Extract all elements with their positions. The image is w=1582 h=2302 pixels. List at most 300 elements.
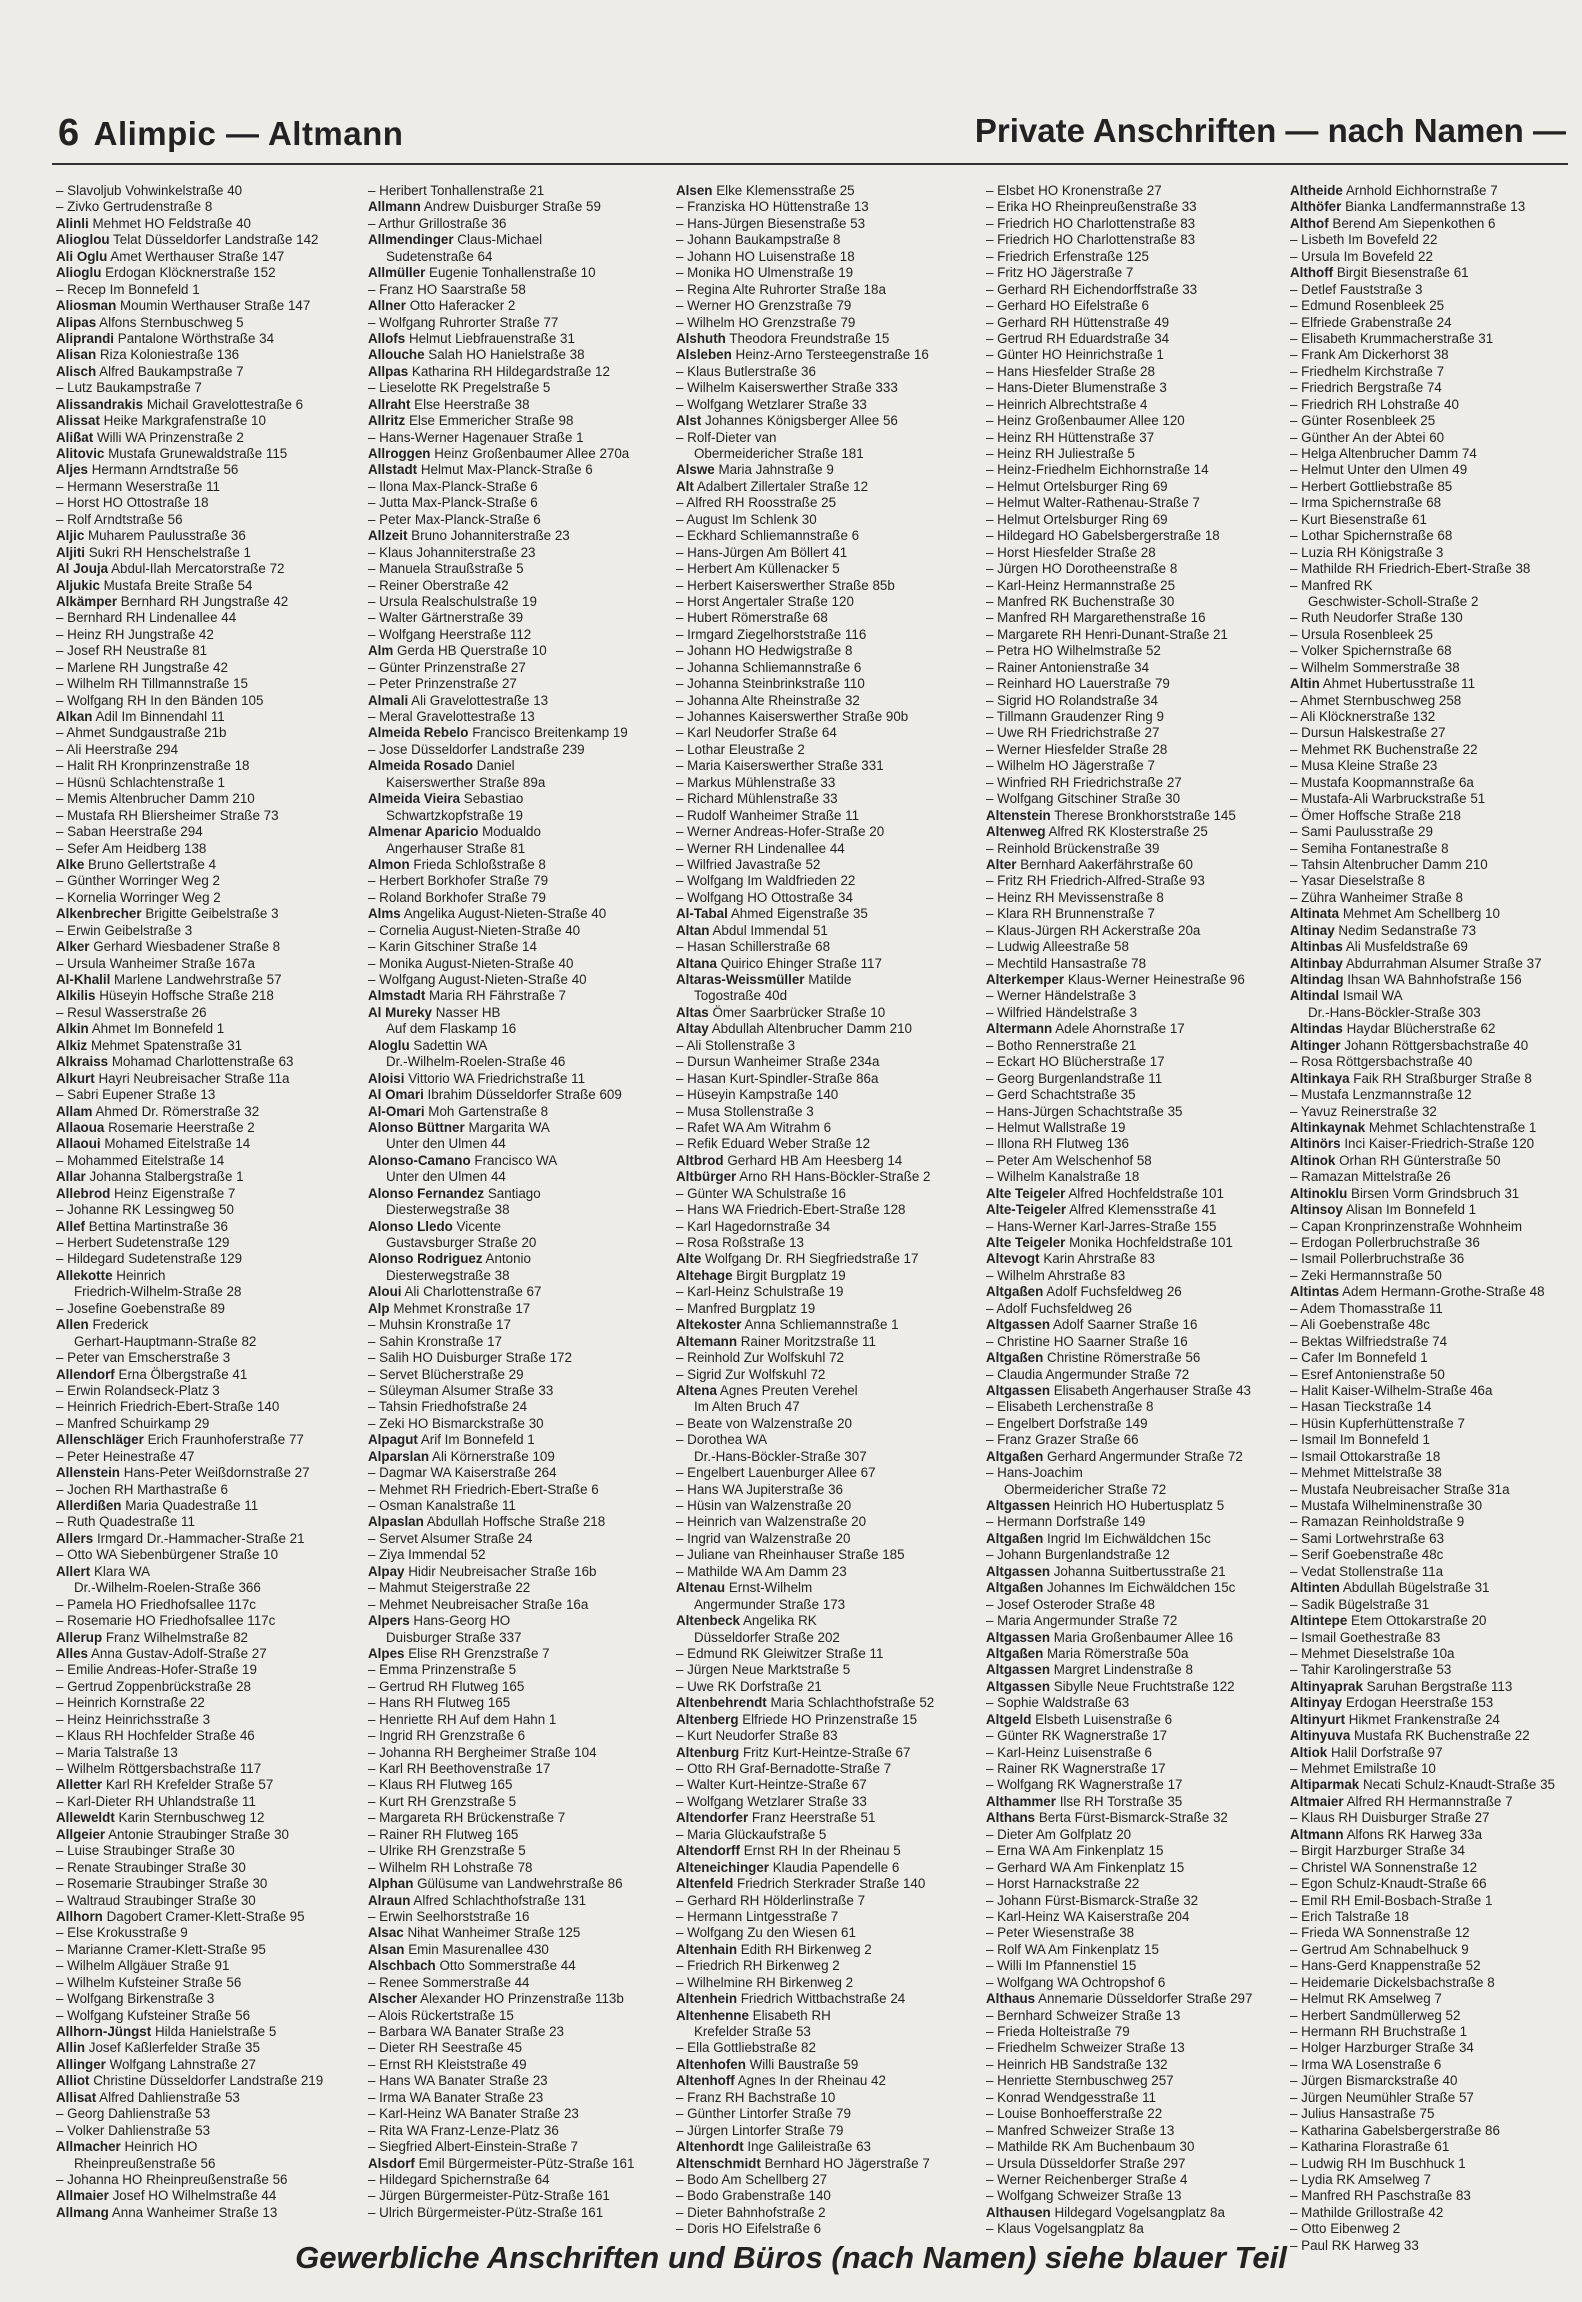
entry-details: Johannes Königsberger Allee 56 (705, 413, 898, 429)
entry-details: – Manfred RH Paschstraße 83 (1290, 2188, 1471, 2204)
entry-surname: Alter (986, 856, 1017, 872)
directory-entry (368, 298, 668, 314)
entry-details: Birgit Burgplatz 19 (736, 1267, 846, 1283)
entry-details: – Arthur Grillostraße 36 (368, 215, 507, 231)
directory-entry (986, 397, 1286, 413)
entry-details: – Memis Altenbrucher Damm 210 (56, 791, 255, 807)
entry-details: – Gertrud Zoppenbrückstraße 28 (56, 1678, 252, 1694)
entry-details: – Halit RH Kronprinzenstraße 18 (56, 758, 250, 774)
directory-entry (1290, 725, 1580, 741)
entry-surname: Almstadt (368, 988, 426, 1004)
directory-entry (1290, 742, 1580, 758)
directory-entry (1290, 775, 1580, 791)
directory-entry (986, 1597, 1286, 1613)
entry-surname: Altenhain (676, 1941, 738, 1957)
directory-entry (56, 676, 356, 692)
directory-entry (676, 742, 976, 758)
directory-entry (56, 1827, 356, 1843)
directory-entry (1290, 709, 1580, 725)
entry-surname: Alliot (56, 2073, 90, 2089)
directory-entry (368, 1350, 668, 1366)
entry-details: – Ömer Hoffsche Straße 218 (1290, 807, 1461, 823)
entry-details: Halil Dorfstraße 97 (1330, 1744, 1443, 1760)
directory-entry (676, 1104, 976, 1120)
entry-details: Alfred Hochfeldstraße 101 (1068, 1185, 1224, 1201)
directory-entry (368, 594, 668, 610)
entry-details: – Jutta Max-Planck-Straße 6 (368, 495, 538, 511)
entry-details: – Sophie Waldstraße 63 (986, 1695, 1130, 1711)
directory-entry (1290, 2106, 1580, 2122)
entry-surname: Allpas (368, 363, 409, 379)
entry-details: Klaus-Werner Heinestraße 96 (1067, 972, 1245, 987)
entry-details: Maria Schlachthofstraße 52 (770, 1695, 935, 1711)
entry-details: Adem Hermann-Grothe-Straße 48 (1342, 1284, 1545, 1300)
entry-details: – Henriette Sternbuschweg 257 (986, 2073, 1174, 2089)
entry-details: Gerhard Angermunder Straße 72 (1047, 1448, 1243, 1464)
directory-entry (986, 2073, 1286, 2089)
directory-entry (1290, 1991, 1580, 2007)
directory-entry (986, 2139, 1286, 2155)
entry-details: – Ulrich Bürgermeister-Pütz-Straße 161 (368, 2204, 604, 2220)
entry-details: Wolfgang Lahnstraße 27 (109, 2056, 256, 2072)
entry-details: Abdullah Altenbrucher Damm 210 (711, 1021, 912, 1037)
directory-entry (56, 1465, 356, 1481)
directory-entry (676, 216, 976, 232)
entry-details: – Tahsin Altenbrucher Damm 210 (1290, 856, 1488, 872)
entry-details: – Kurt Neudorfer Straße 83 (676, 1728, 838, 1744)
entry-details: – Reiner Oberstraße 42 (368, 577, 509, 593)
entry-surname: Allmaier (56, 2188, 109, 2204)
directory-entry (986, 1514, 1286, 1530)
directory-entry (1290, 2073, 1580, 2089)
directory-entry (986, 2106, 1286, 2122)
entry-details: – Ismail Pollerbruchstraße 36 (1290, 1251, 1465, 1267)
entry-surname: Alonso Rodriguez (368, 1251, 483, 1267)
directory-entry (676, 1054, 976, 1070)
entry-surname: Allhorn-Jüngst (56, 2024, 152, 2039)
directory-entry (1290, 1909, 1580, 1925)
directory-entry (56, 1991, 356, 2007)
directory-entry (986, 298, 1286, 314)
entry-details: – Otto WA Siebenbürgener Straße 10 (56, 1547, 279, 1563)
entry-details: Alfred Dahlienstraße 53 (99, 2089, 240, 2105)
directory-entry (1290, 1136, 1580, 1152)
entry-details: – Peter Wiesenstraße 38 (986, 1925, 1135, 1941)
entry-details: Willi Baustraße 59 (749, 2056, 859, 2072)
directory-entry (1290, 462, 1580, 478)
entry-details: Johanna Suitbertusstraße 21 (1053, 1563, 1226, 1579)
entry-surname: Altintas (1290, 1284, 1340, 1300)
entry-details: – Lydia RK Amselweg 7 (1290, 2171, 1431, 2187)
directory-entry (1290, 232, 1580, 248)
entry-details: – Illona RH Flutweg 136 (986, 1136, 1129, 1152)
entry-surname: Alioglou (56, 232, 110, 248)
entry-details: – Engelbert Dorfstraße 149 (986, 1415, 1148, 1431)
directory-entry (56, 1284, 356, 1300)
entry-details: – Ramazan Reinholdstraße 9 (1290, 1514, 1465, 1530)
entry-details: – Gerhard RH Hölderlinstraße 7 (676, 1892, 866, 1908)
directory-entry (676, 676, 976, 692)
entry-details: – Süleyman Alsumer Straße 33 (368, 1382, 554, 1398)
directory-entry (986, 561, 1286, 577)
entry-surname: Alleweldt (56, 1810, 115, 1826)
directory-entry (368, 939, 668, 955)
directory-entry (986, 725, 1286, 741)
entry-details: – Josef Osteroder Straße 48 (986, 1596, 1155, 1612)
entry-details: – Katharina Gabelsbergerstraße 86 (1290, 2122, 1500, 2138)
entry-surname: Altinata (1290, 906, 1340, 922)
entry-details: – Tahir Karolingerstraße 53 (1290, 1662, 1452, 1678)
directory-entry (676, 2139, 976, 2155)
directory-entry (1290, 660, 1580, 676)
footer-note: Gewerbliche Anschriften und Büros (nach Namen) siehe blauer Teil (295, 2240, 1287, 2275)
entry-details: – Heinz RH Mevissenstraße 8 (986, 889, 1164, 905)
entry-details: – Henriette RH Auf dem Hahn 1 (368, 1711, 557, 1727)
directory-entry (986, 512, 1286, 528)
entry-details: – Heinrich Kornstraße 22 (56, 1695, 205, 1711)
directory-entry (56, 1334, 356, 1350)
directory-entry (56, 1153, 356, 1169)
directory-entry (986, 1251, 1286, 1267)
entry-surname: Althausen (986, 2204, 1051, 2220)
entry-details: – Lothar Spichernstraße 68 (1290, 528, 1453, 544)
entry-details: Muharem Paulusstraße 36 (88, 528, 246, 544)
directory-entry (1290, 1317, 1580, 1333)
entry-details: Hidir Neubreisacher Straße 16b (408, 1563, 597, 1579)
entry-details: – Beate von Walzenstraße 20 (676, 1415, 852, 1431)
entry-details: Abdurrahman Alsumer Straße 37 (1345, 955, 1542, 971)
directory-entry (676, 1416, 976, 1432)
entry-details: Gerhard Wiesbadener Straße 8 (93, 939, 281, 955)
entry-surname: Altiparmak (1290, 1777, 1360, 1793)
directory-entry (1290, 939, 1580, 955)
directory-entry (676, 199, 976, 215)
directory-entry (56, 462, 356, 478)
entry-surname: Altenstein (986, 807, 1051, 823)
entry-details: Dagobert Cramer-Klett-Straße 95 (106, 1908, 305, 1924)
directory-entry (56, 2024, 356, 2040)
entry-details: – Bodo Grabenstraße 140 (676, 2188, 831, 2204)
entry-surname: Alms (368, 906, 401, 922)
entry-details: Inge Galileistraße 63 (747, 2139, 871, 2155)
entry-details: – Wilhelm HO Jägerstraße 7 (986, 758, 1155, 774)
directory-entry (1290, 1761, 1580, 1777)
entry-details: – Adolf Fuchsfeldweg 26 (986, 1300, 1132, 1316)
entry-details: – Werner Hiesfelder Straße 28 (986, 741, 1168, 757)
entry-surname: Alpes (368, 1645, 405, 1661)
directory-entry (1290, 1942, 1580, 1958)
directory-entry (368, 1662, 668, 1678)
entry-details: Johanna Stalbergstraße 1 (89, 1169, 244, 1185)
entry-details: – Osman Kanalstraße 11 (368, 1498, 516, 1513)
entry-details: – Wolfgang RH In den Bänden 105 (56, 692, 264, 708)
entry-details: – Adem Thomasstraße 11 (1290, 1300, 1443, 1316)
entry-surname: Alte-Teigeler (986, 1202, 1067, 1218)
directory-entry (1290, 824, 1580, 840)
entry-details: – Katharina Florastraße 61 (1290, 2139, 1450, 2155)
entry-surname: Altgassen (986, 1678, 1050, 1694)
directory-entry (1290, 1860, 1580, 1876)
entry-details: – Hüsin van Walzenstraße 20 (676, 1498, 852, 1513)
entry-details: – Wolfgang Heerstraße 112 (368, 626, 532, 642)
directory-entry (676, 775, 976, 791)
entry-details: – Wilhelm RH Tillmannstraße 15 (56, 676, 248, 692)
entry-details: – Jürgen Neumühler Straße 57 (1290, 2089, 1474, 2105)
directory-entry (368, 1449, 668, 1465)
directory-entry (56, 1087, 356, 1103)
directory-entry (368, 249, 668, 265)
directory-entry (368, 1005, 668, 1021)
directory-entry (986, 413, 1286, 429)
entry-details: – Mohammed Eitelstraße 14 (56, 1152, 225, 1168)
entry-details: – Manfred RH Margarethenstraße 16 (986, 610, 1206, 626)
directory-entry (368, 1514, 668, 1530)
directory-entry (986, 1728, 1286, 1744)
entry-details: – Hermann Dorfstraße 149 (986, 1514, 1146, 1530)
entry-details: – Franz Grazer Straße 66 (986, 1432, 1139, 1448)
entry-details: – Engelbert Lauenburger Allee 67 (676, 1465, 876, 1481)
directory-entry (986, 2090, 1286, 2106)
entry-details: Obermeidericher Straße 181 (694, 446, 864, 461)
entry-details: – Luzia RH Königstraße 3 (1290, 544, 1444, 560)
entry-details: Nedim Sedanstraße 73 (1338, 922, 1477, 938)
directory-entry (56, 775, 356, 791)
directory-entry (56, 660, 356, 676)
directory-entry (986, 627, 1286, 643)
entry-surname: Altinoklu (1290, 1185, 1348, 1201)
entry-details: Ibrahim Düsseldorfer Straße 609 (427, 1087, 622, 1103)
entry-details: Alfred RK Klosterstraße 25 (1048, 824, 1208, 840)
entry-details: – Hans-Jürgen Biesenstraße 53 (676, 215, 866, 231)
directory-column-3 (676, 183, 976, 2238)
entry-details: – Hermann Lintgesstraße 7 (676, 1908, 839, 1924)
directory-entry (56, 972, 356, 988)
directory-entry (56, 1975, 356, 1991)
entry-details: – Johanna Alte Rheinstraße 32 (676, 692, 860, 708)
entry-details: – Franziska HO Hüttenstraße 13 (676, 199, 869, 215)
entry-details: – Mehmet Mittelstraße 38 (1290, 1465, 1442, 1481)
entry-surname: Ali Oglu (56, 248, 108, 264)
directory-entry (986, 2156, 1286, 2172)
entry-surname: Altmann (1290, 1826, 1344, 1842)
entry-details: Eugenie Tonhallenstraße 10 (429, 265, 596, 281)
directory-entry (1290, 1153, 1580, 1169)
entry-surname: Allendorf (56, 1366, 115, 1382)
directory-entry (676, 1893, 976, 1909)
entry-details: – Wolfgang Wetzlarer Straße 33 (676, 1793, 867, 1809)
entry-surname: Alm (368, 643, 394, 659)
entry-details: – Ella Gottliebstraße 82 (676, 2040, 816, 2056)
entry-details: – Elfriede Grabenstraße 24 (1290, 314, 1452, 330)
directory-entry (368, 1136, 668, 1152)
directory-entry (676, 1580, 976, 1596)
directory-entry (676, 791, 976, 807)
entry-details: – Ramazan Mittelstraße 26 (1290, 1169, 1451, 1185)
directory-entry (368, 1367, 668, 1383)
directory-entry (1290, 1745, 1580, 1761)
directory-entry (1290, 1679, 1580, 1695)
directory-entry (368, 1679, 668, 1695)
entry-surname: Alonso Lledo (368, 1218, 453, 1234)
entry-details: – Hans WA Jupiterstraße 36 (676, 1481, 843, 1497)
entry-details: – Siegfried Albert-Einstein-Straße 7 (368, 2139, 578, 2155)
directory-entry (368, 2205, 668, 2221)
entry-details: – Ahmet Sternbuschweg 258 (1290, 692, 1462, 708)
entry-details: – Gerhard WA Am Finkenplatz 15 (986, 1859, 1185, 1875)
entry-details: Alfred RH Hermannstraße 7 (1346, 1793, 1513, 1809)
entry-surname: Alkilis (56, 988, 96, 1004)
entry-details: Ahmed Dr. Römerstraße 32 (95, 1103, 260, 1119)
directory-entry (676, 1794, 976, 1810)
entry-details: Ahmed Eigenstraße 35 (730, 906, 868, 922)
entry-details: – Hans-Werner Karl-Jarres-Straße 155 (986, 1218, 1217, 1234)
entry-details: – Karl-Heinz Schulstraße 19 (676, 1284, 844, 1300)
directory-entry (368, 1745, 668, 1761)
directory-entry (1290, 528, 1580, 544)
directory-entry (368, 956, 668, 972)
directory-entry (1290, 1958, 1580, 1974)
directory-entry (56, 1564, 356, 1580)
entry-details: Orhan RH Günterstraße 50 (1339, 1152, 1501, 1168)
entry-surname: Allen (56, 1317, 89, 1333)
directory-entry (56, 2188, 356, 2204)
entry-details: Bettina Martinstraße 36 (88, 1218, 228, 1234)
directory-entry (368, 1843, 668, 1859)
directory-entry (56, 1925, 356, 1941)
entry-surname: Altenburg (676, 1744, 740, 1760)
entry-details: – Mathilde WA Am Damm 23 (676, 1563, 847, 1579)
entry-details: Marlene Landwehrstraße 57 (114, 972, 282, 987)
entry-details: – Otto Eibenweg 2 (1290, 2221, 1401, 2237)
entry-details: – Erna WA Am Finkenplatz 15 (986, 1843, 1164, 1859)
directory-entry (56, 183, 356, 199)
entry-details: – Rita WA Franz-Lenze-Platz 36 (368, 2122, 559, 2138)
entry-details: – Roland Borkhofer Straße 79 (368, 889, 546, 905)
entry-details: – Maria Glückaufstraße 5 (676, 1826, 827, 1842)
entry-details: – Kurt Biesenstraße 61 (1290, 511, 1427, 527)
directory-entry (368, 1810, 668, 1826)
directory-entry (1290, 1087, 1580, 1103)
directory-entry (56, 1712, 356, 1728)
directory-entry (368, 1893, 668, 1909)
entry-details: – Herbert Gottliebstraße 85 (1290, 478, 1453, 494)
directory-entry (986, 528, 1286, 544)
entry-surname: Al Jouja (56, 561, 109, 577)
directory-entry (1290, 1350, 1580, 1366)
directory-entry (676, 693, 976, 709)
directory-entry (1290, 1827, 1580, 1843)
entry-details: – Ali Goebenstraße 48c (1290, 1317, 1430, 1333)
directory-entry (676, 1810, 976, 1826)
directory-entry (676, 561, 976, 577)
entry-details: – Hans-Joachim (986, 1465, 1083, 1481)
entry-details: – Karl-Heinz Luisenstraße 6 (986, 1744, 1152, 1760)
directory-entry (56, 2205, 356, 2221)
entry-details: – Servet Alsumer Straße 24 (368, 1530, 533, 1546)
entry-details: Emil Bürgermeister-Pütz-Straße 161 (418, 2155, 635, 2171)
directory-entry (368, 1416, 668, 1432)
entry-details: Angelika RK (742, 1613, 817, 1629)
directory-entry (368, 2139, 668, 2155)
entry-surname: Allebrod (56, 1185, 111, 1201)
directory-entry (1290, 1367, 1580, 1383)
entry-details: – Wolfgang Gitschiner Straße 30 (986, 791, 1181, 807)
directory-entry (56, 824, 356, 840)
entry-details: – Jürgen Bismarckstraße 40 (1290, 2073, 1458, 2089)
directory-entry (676, 1613, 976, 1629)
entry-surname: Alkan (56, 709, 93, 724)
entry-details: Bianka Landfermannstraße 13 (1345, 199, 1526, 215)
directory-entry (368, 1597, 668, 1613)
directory-entry (1290, 199, 1580, 215)
entry-details: – Helmut Unter den Ulmen 49 (1290, 462, 1468, 478)
entry-surname: Alles (56, 1645, 89, 1661)
entry-details: – Mustafa Koopmannstraße 6a (1290, 774, 1474, 790)
directory-entry (56, 528, 356, 544)
directory-entry (676, 1284, 976, 1300)
entry-details: – Claudia Angermunder Straße 72 (986, 1366, 1190, 1382)
entry-details: – Ursula Rosenbleek 25 (1290, 626, 1433, 642)
directory-entry (368, 1876, 668, 1892)
entry-details: – Gertrud RH Flutweg 165 (368, 1678, 525, 1694)
entry-details: Erdogan Klöcknerstraße 152 (105, 265, 276, 281)
entry-details: – Mustafa RH Bliersheimer Straße 73 (56, 807, 279, 823)
directory-entry (1290, 282, 1580, 298)
entry-details: – Friedrich Bergstraße 74 (1290, 380, 1442, 396)
directory-entry (1290, 1547, 1580, 1563)
entry-surname: Alraun (368, 1892, 411, 1908)
entry-details: – Helmut RK Amselweg 7 (1290, 1991, 1442, 2007)
entry-details: – Alfred RH Roosstraße 25 (676, 495, 837, 511)
entry-surname: Altan (676, 922, 710, 938)
entry-details: – Klaus Johanniterstraße 23 (368, 544, 536, 560)
entry-details: – Volker Spichernstraße 68 (1290, 643, 1452, 659)
entry-details: – Eckhard Schliemannstraße 6 (676, 528, 860, 544)
directory-entry (986, 775, 1286, 791)
entry-details: – Mathilde RH Friedrich-Ebert-Straße 38 (1290, 561, 1531, 577)
directory-entry (1290, 2205, 1580, 2221)
entry-details: Nihat Wanheimer Straße 125 (407, 1925, 581, 1941)
entry-details: – Friedrich RH Lohstraße 40 (1290, 396, 1459, 412)
directory-entry (1290, 1794, 1580, 1810)
entry-surname: Alisch (56, 363, 97, 379)
directory-entry (676, 1498, 976, 1514)
directory-entry (56, 364, 356, 380)
entry-details: – Wilhelm Sommerstraße 38 (1290, 659, 1460, 675)
entry-details: – Jürgen Neue Marktstraße 5 (676, 1662, 851, 1678)
entry-details: – Elisabeth Lerchenstraße 8 (986, 1399, 1154, 1415)
entry-details: Maria Römerstraße 50a (1047, 1645, 1189, 1661)
entry-details: Abdul Immendal 51 (712, 922, 828, 938)
entry-details: – Mustafa-Ali Warbruckstraße 51 (1290, 791, 1486, 807)
directory-entry (676, 873, 976, 889)
directory-entry (1290, 1613, 1580, 1629)
directory-entry (1290, 347, 1580, 363)
directory-entry (676, 1071, 976, 1087)
entry-details: – Wilhelm HO Grenzstraße 79 (676, 314, 856, 330)
entry-details: – Ruth Neudorfer Straße 130 (1290, 610, 1463, 626)
entry-details: Hayri Neubreisacher Straße 11a (98, 1070, 290, 1086)
entry-details: – Ziya Immendal 52 (368, 1547, 486, 1563)
entry-details: – Heinz RH Jungstraße 42 (56, 626, 214, 642)
entry-details: – Manfred Schweizer Straße 13 (986, 2122, 1175, 2138)
entry-details: Gülüsume van Landwehrstraße 86 (417, 1876, 623, 1892)
directory-entry (368, 1564, 668, 1580)
directory-entry (676, 956, 976, 972)
entry-details: Ahmet Hubertusstraße 11 (1322, 676, 1476, 692)
entry-surname: Altendorfer (676, 1810, 749, 1826)
directory-entry (986, 1646, 1286, 1662)
